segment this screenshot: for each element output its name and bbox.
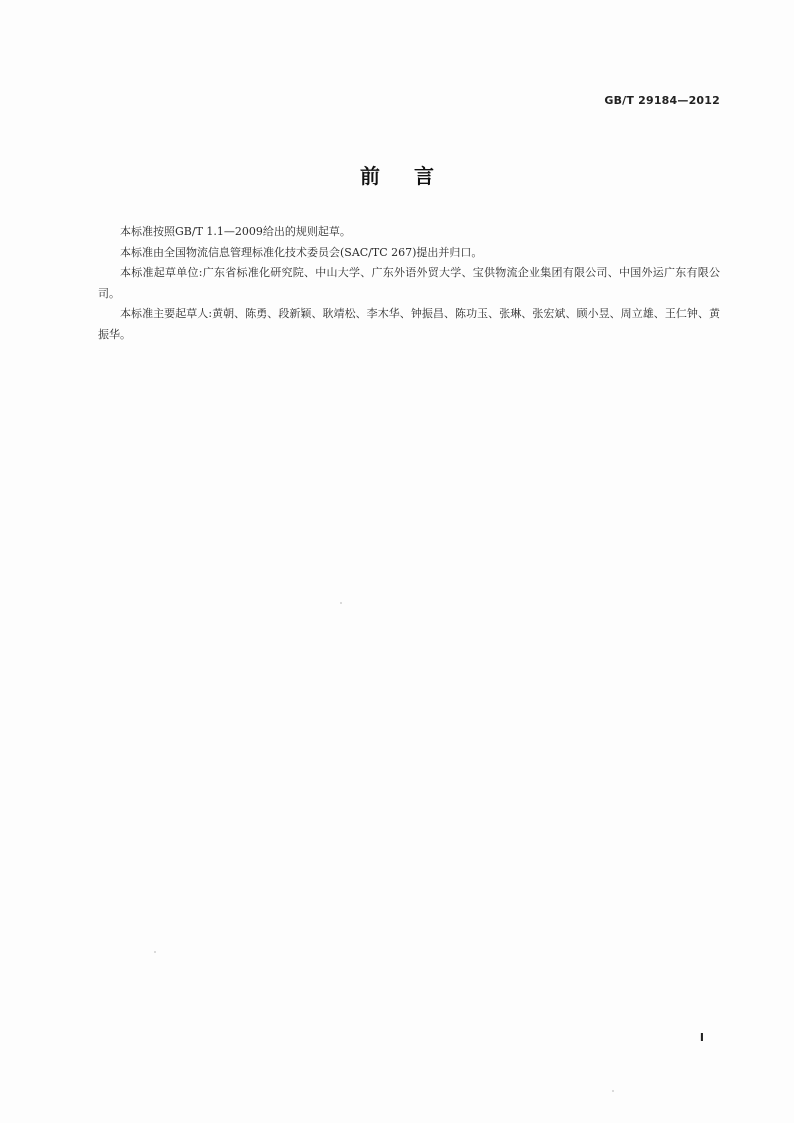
preface-body [98,222,720,345]
paragraph-drafters: 本标准主要起草人:黄朝、陈勇、段新颖、耿靖松、李木华、钟振昌、陈功玉、张琳、张宏斌、顾小昱、周立雄、王仁钟、黄振华。 [98,307,720,341]
scan-speck [154,951,156,953]
paragraph-drafting-units: 本标准起草单位:广东省标准化研究院、中山大学、广东外语外贸大学、宝供物流企业集团有限公司、中国外运广东有限公司。 [98,266,720,300]
paragraph-drafting-rules: 本标准按照GB/T 1.1—2009给出的规则起草。 [120,225,351,238]
scan-speck [340,602,342,604]
paragraph-proposer: 本标准由全国物流信息管理标准化技术委员会(SAC/TC 267)提出并归口。 [120,245,483,259]
standard-number: GB/T 29184—2012 [604,94,720,107]
page-title: 前言 [360,164,468,188]
scan-speck [612,1090,614,1092]
page-number: I [699,1031,704,1044]
